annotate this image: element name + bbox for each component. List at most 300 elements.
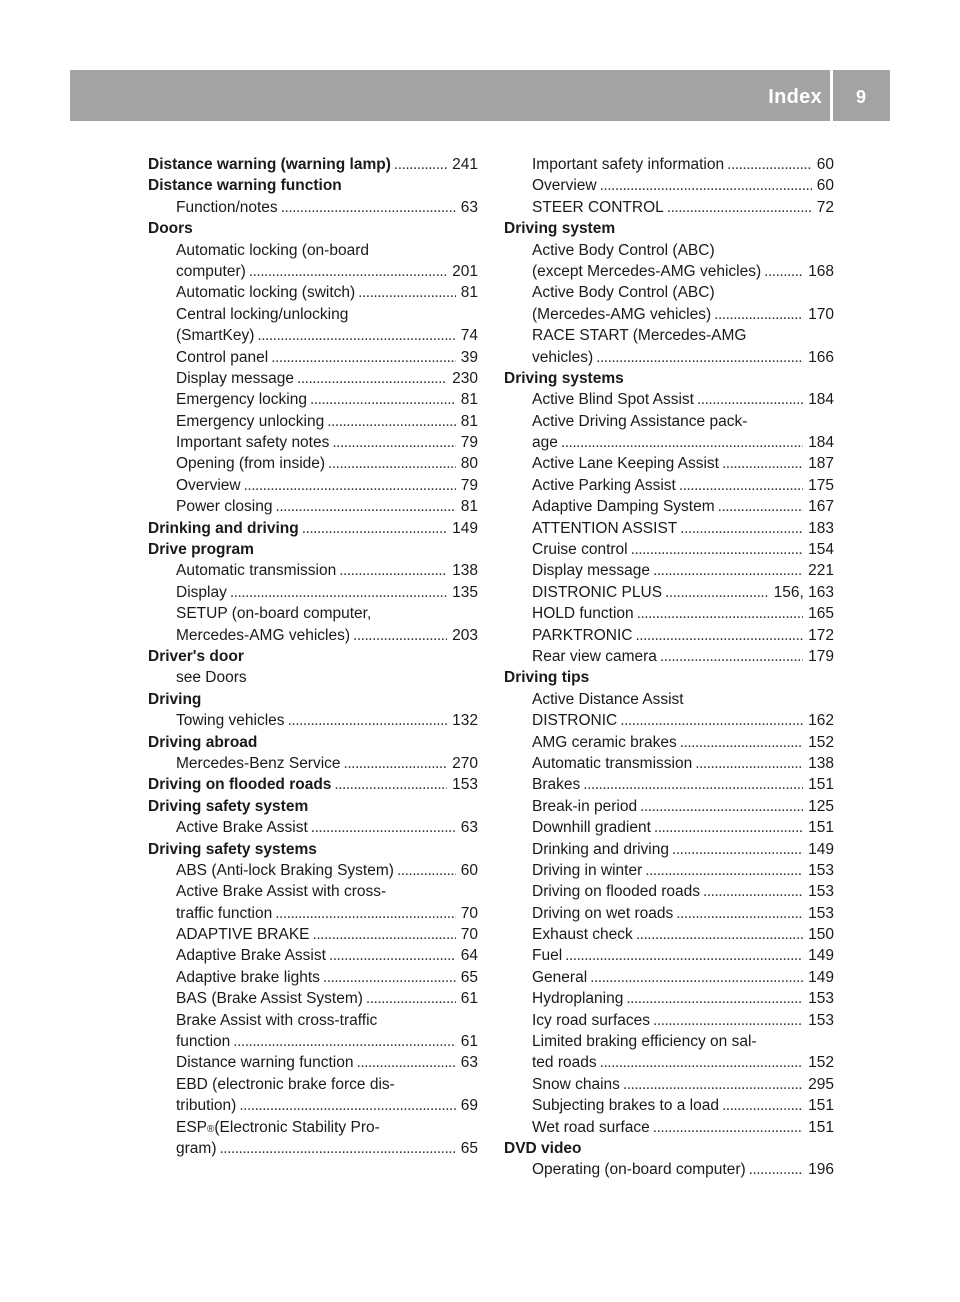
index-subentry [504,732,834,753]
index-heading [148,518,478,539]
dot-leader [328,453,456,474]
dot-leader [764,261,803,282]
entry-text: Control panel [176,348,269,366]
entry-text: Driving on wet roads [532,904,674,922]
page-reference: 196 [808,1161,834,1179]
entry-text: Driving in winter [532,861,643,879]
dot-leader [631,539,804,560]
dot-leader [653,560,803,581]
index-subentry [504,389,834,410]
index-heading [148,154,478,175]
dot-leader [332,432,455,453]
dot-leader [233,1031,455,1052]
index-subentry [504,175,834,196]
entry-text: Cruise control [532,541,628,559]
index-subentry [504,903,834,924]
entry-text: ATTENTION ASSIST [532,519,678,537]
entry-text: Active Driving Assistance pack- [532,412,748,430]
entry-text: Adaptive brake lights [176,968,320,986]
dot-leader [590,967,803,988]
entry-text: tribution) [176,1097,237,1115]
entry-text: traffic function [176,904,273,922]
entry-text: DVD video [504,1139,582,1157]
page-reference: 167 [808,498,834,516]
page-reference: 79 [460,434,478,452]
page-reference: 65 [460,968,478,986]
entry-text: Overview [532,177,597,195]
page-reference: 183 [808,519,834,537]
index-subentry [148,560,478,581]
dot-leader [358,282,456,303]
index-subentry [504,646,834,667]
dot-leader [397,860,456,881]
dot-leader [722,1095,803,1116]
entry-text: Power closing [176,498,273,516]
entry-text: Emergency locking [176,391,307,409]
entry-text: Opening (from inside) [176,455,326,473]
index-subentry [504,282,834,303]
entry-text: Active Brake Assist [176,819,308,837]
entry-text: Display [176,583,227,601]
entry-text: Drive program [148,541,254,559]
dot-leader [654,817,803,838]
dot-leader [636,924,803,945]
entry-text: Driver's door [148,647,244,665]
index-subentry [504,817,834,838]
page-reference: 81 [460,498,478,516]
page-reference: 60 [816,156,834,173]
index-header-bar [70,70,890,121]
page-reference: 79 [460,476,478,494]
page-reference: 61 [460,1033,478,1051]
index-subentry [504,560,834,581]
index-column-right [504,154,834,1181]
page-reference: 151 [808,819,834,837]
dot-leader [394,154,447,175]
page-reference: 151 [808,776,834,794]
entry-text: Hydroplaning [532,990,624,1008]
dot-leader [565,945,803,966]
entry-text: ADAPTIVE BRAKE [176,926,310,944]
page-reference: 149 [808,947,834,965]
dot-leader [679,475,803,496]
index-subentry [504,154,834,175]
dot-leader [697,389,803,410]
index-subentry [148,881,478,902]
index-subentry [148,603,478,624]
dot-leader [626,988,803,1009]
index-subentry [504,1052,834,1073]
index-subentry [504,774,834,795]
index-column-left [148,154,478,1159]
dot-leader [653,1117,803,1138]
dot-leader [275,903,456,924]
dot-leader [718,496,803,517]
dot-leader [313,924,456,945]
dot-leader [310,389,456,410]
entry-text: ted roads [532,1054,597,1072]
page-reference: 125 [808,797,834,815]
index-subentry [148,261,478,282]
section-title: Index [768,86,822,108]
entry-text: BAS (Brake Assist System) [176,990,363,1008]
entry-text: Driving [148,690,202,708]
page-reference: 150 [808,926,834,944]
index-heading [504,218,834,239]
index-subentry [504,710,834,731]
dot-leader [635,625,803,646]
page-reference: 72 [816,198,834,216]
entry-text: Snow chains [532,1075,620,1093]
entry-text: Automatic transmission [532,754,693,772]
dot-leader [366,988,456,1009]
index-heading [504,667,834,688]
entry-text: Active Parking Assist [532,476,676,494]
dot-leader [620,710,803,731]
index-subentry [148,988,478,1009]
page-reference: 64 [460,947,478,965]
entry-text: ABS (Anti-lock Braking System) [176,861,394,879]
page-reference: 135 [452,583,478,601]
index-subentry [504,539,834,560]
index-subentry [504,860,834,881]
entry-text: function [176,1033,231,1051]
entry-text: (Mercedes-AMG vehicles) [532,305,712,323]
entry-text: (except Mercedes-AMG vehicles) [532,262,762,280]
entry-text: vehicles) [532,348,594,366]
index-subentry [148,967,478,988]
index-subentry [148,197,478,218]
page-reference: 153 [808,904,834,922]
index-subentry [148,1031,478,1052]
page-reference: 170 [808,305,834,323]
page-reference: 63 [460,1054,478,1072]
index-heading [148,218,478,239]
entry-text: Emergency unlocking [176,412,325,430]
entry-text: Distance warning function [148,177,342,195]
page-reference: 153 [808,861,834,879]
page-reference: 60 [816,177,834,195]
entry-text: Driving abroad [148,733,258,751]
page-reference: 153 [808,1011,834,1029]
entry-text: Distance warning (warning lamp) [148,156,391,173]
dot-leader [353,625,447,646]
index-subentry [148,282,478,303]
dot-leader [722,453,803,474]
dot-leader [339,560,447,581]
index-subentry [148,903,478,924]
entry-text: Mercedes-Benz Service [176,754,341,772]
entry-text: EBD (electronic brake force dis- [176,1075,395,1093]
page-reference: 165 [808,605,834,623]
entry-text: Central locking/unlocking [176,305,349,323]
entry-text: computer) [176,262,246,280]
index-subentry [504,988,834,1009]
dot-leader [271,347,456,368]
entry-text: Brakes [532,776,581,794]
index-subentry [148,475,478,496]
entry-text: Display message [532,562,651,580]
index-heading [148,732,478,753]
index-subentry [504,197,834,218]
entry-text: see Doors [176,669,247,687]
page-reference: 151 [808,1097,834,1115]
entry-text: Active Brake Assist with cross- [176,883,387,901]
entry-text: Active Lane Keeping Assist [532,455,719,473]
index-subentry [148,432,478,453]
index-heading [504,1138,834,1159]
index-heading [504,368,834,389]
page-reference: 153 [808,990,834,1008]
entry-text: Brake Assist with cross-traffic [176,1011,378,1029]
entry-text: Important safety information [532,156,725,173]
index-subentry [504,240,834,261]
dot-leader [297,368,447,389]
index-subentry [148,924,478,945]
entry-text: Function/notes [176,198,278,216]
dot-leader [695,753,803,774]
page-reference: 201 [452,262,478,280]
dot-leader [676,903,803,924]
index-subentry [504,304,834,325]
index-subentry [148,1138,478,1159]
index-subentry [148,368,478,389]
entry-text: Rear view camera [532,647,657,665]
entry-text: (SmartKey) [176,327,255,345]
header-divider [830,70,833,121]
dot-leader [323,967,456,988]
page-reference: 60 [460,861,478,879]
dot-leader [329,945,456,966]
page-reference: 138 [808,754,834,772]
index-heading [148,689,478,710]
dot-leader [623,1074,803,1095]
entry-text: Towing vehicles [176,712,285,730]
entry-text: PARKTRONIC [532,626,633,644]
entry-text: Adaptive Brake Assist [176,947,326,965]
entry-text: Active Body Control (ABC) [532,241,715,259]
entry-text: age [532,434,558,452]
page-reference: 69 [460,1097,478,1115]
dot-leader [680,518,803,539]
page-reference: 162 [808,712,834,730]
index-subentry [504,603,834,624]
index-subentry [504,945,834,966]
index-subentry [504,261,834,282]
dot-leader [281,197,456,218]
entry-text: Adaptive Damping System [532,498,715,516]
page-reference: 81 [460,412,478,430]
page-reference: 270 [452,754,478,772]
index-subentry [504,432,834,453]
index-subentry [504,924,834,945]
dot-leader [311,817,456,838]
index-subentry [148,347,478,368]
page-reference: 152 [808,1054,834,1072]
page-reference: 203 [452,626,478,644]
index-subentry [504,967,834,988]
dot-leader [653,1010,803,1031]
entry-text: Drinking and driving [532,840,669,858]
page-reference: 63 [460,819,478,837]
index-subentry [504,689,834,710]
entry-text: Doors [148,220,193,238]
page-number: 9 [855,87,866,107]
index-subentry [504,1159,834,1180]
index-subentry [148,411,478,432]
index-subentry [504,881,834,902]
entry-text: Active Body Control (ABC) [532,284,715,302]
index-subentry [148,240,478,261]
page-reference: 81 [460,284,478,302]
dot-leader [667,197,812,218]
index-heading [148,175,478,196]
index-subentry [504,453,834,474]
index-subentry [504,1117,834,1138]
index-subentry [504,496,834,517]
entry-text: Subjecting brakes to a load [532,1097,719,1115]
page-reference: 166 [808,348,834,366]
entry-text: Fuel [532,947,563,965]
index-subentry [148,304,478,325]
dot-leader [219,1138,455,1159]
page-reference: 184 [808,391,834,409]
page-reference: 179 [808,647,834,665]
page-reference: 70 [460,926,478,944]
dot-leader [244,475,456,496]
page-reference: 230 [452,369,478,387]
dot-leader [327,411,456,432]
entry-text: Driving systems [504,369,624,387]
entry-text: Driving tips [504,669,590,687]
entry-text: Limited braking efficiency on sal- [532,1033,757,1051]
index-subentry [148,582,478,603]
dot-leader [660,646,803,667]
page-reference: 70 [460,904,478,922]
index-subentry [148,1095,478,1116]
entry-text: Active Blind Spot Assist [532,391,694,409]
index-subentry [148,710,478,731]
entry-text: RACE START (Mercedes-AMG [532,327,747,345]
page-reference: 149 [808,840,834,858]
entry-text: SETUP (on-board computer, [176,605,372,623]
page-reference: 295 [808,1075,834,1093]
dot-leader [230,582,447,603]
dot-leader [645,860,803,881]
page-reference: 61 [460,990,478,1008]
entry-text-continued: (Electronic Stability Pro- [214,1118,380,1136]
index-subentry [504,325,834,346]
index-subentry [148,1052,478,1073]
page-reference: 80 [460,455,478,473]
index-heading [148,646,478,667]
page-reference: 168 [808,262,834,280]
entry-text: Break-in period [532,797,638,815]
dot-leader [600,1052,803,1073]
index-subentry [504,1095,834,1116]
entry-text: Important safety notes [176,434,330,452]
entry-text: Mercedes-AMG vehicles) [176,626,350,644]
dot-leader [561,432,803,453]
page-reference: 81 [460,391,478,409]
page-reference: 154 [808,541,834,559]
index-subentry [148,817,478,838]
index-subentry [504,518,834,539]
index-subentry [148,453,478,474]
index-heading [148,774,478,795]
index-heading [148,796,478,817]
dot-leader [672,839,803,860]
page-reference: 241 [452,156,478,173]
page-reference: 152 [808,733,834,751]
index-subentry [504,411,834,432]
index-subentry [504,625,834,646]
entry-text: ESP [176,1118,208,1136]
page-reference: 138 [452,562,478,580]
page-reference: 175 [808,476,834,494]
page-reference: 151 [808,1118,834,1136]
entry-text: Driving on flooded roads [148,776,332,794]
dot-leader [288,710,448,731]
page-reference: 63 [460,198,478,216]
dot-leader [665,582,769,603]
entry-text: gram) [176,1139,217,1157]
page-reference: 184 [808,434,834,452]
index-subentry [148,753,478,774]
page-reference: 156, 163 [773,583,834,601]
index-subentry [504,1010,834,1031]
index-heading [148,839,478,860]
dot-leader [334,774,447,795]
entry-text: Driving on flooded roads [532,883,701,901]
index-subentry [148,1010,478,1031]
entry-text: Overview [176,476,241,494]
index-subentry: ESP ® (Electronic Stability Pro- [148,1117,478,1138]
entry-text: Automatic transmission [176,562,337,580]
entry-text: Downhill gradient [532,819,651,837]
entry-text: Icy road surfaces [532,1011,651,1029]
entry-text: Wet road surface [532,1118,650,1136]
dot-leader [727,154,812,175]
entry-text: Display message [176,369,295,387]
entry-text: Distance warning function [176,1054,354,1072]
dot-leader [703,881,803,902]
page-reference: 74 [460,327,478,345]
dot-leader [276,496,456,517]
dot-leader [357,1052,456,1073]
entry-text: Automatic locking (switch) [176,284,356,302]
index-subentry [504,475,834,496]
dot-leader [680,732,803,753]
index-subentry [504,1074,834,1095]
index-subentry [148,860,478,881]
entry-text: Automatic locking (on-board [176,241,369,259]
page-reference: 153 [452,776,478,794]
entry-text: Driving safety system [148,797,309,815]
dot-leader [239,1095,455,1116]
index-subentry [148,496,478,517]
page-reference: 65 [460,1139,478,1157]
entry-text: Active Distance Assist [532,690,684,708]
entry-text: Driving system [504,220,616,238]
dot-leader [637,603,803,624]
entry-text: DISTRONIC [532,712,618,730]
page-reference: 39 [460,348,478,366]
dot-leader [749,1159,803,1180]
index-subentry [148,667,478,688]
page-reference: 221 [808,562,834,580]
dot-leader [257,325,455,346]
